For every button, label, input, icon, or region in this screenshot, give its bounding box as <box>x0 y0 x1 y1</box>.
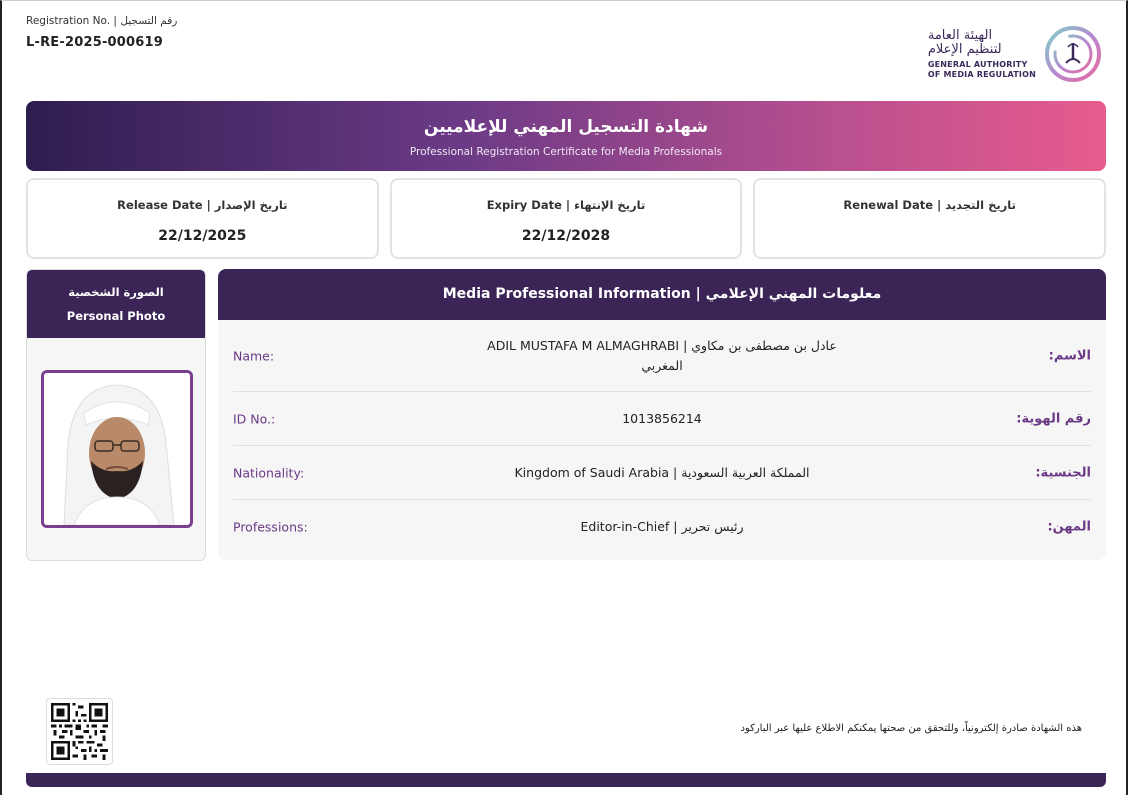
dates-row <box>26 178 1106 259</box>
professions-label-english: Professions: <box>233 519 308 535</box>
info-header: Media Professional Information | معلومات المهني الإعلامي <box>218 269 1106 320</box>
personal-photo-card <box>26 269 206 561</box>
logo-arabic-line2: لتنظيم الإعلام <box>927 41 1002 57</box>
release-date-label: Release Date | تاريخ الإصدار <box>117 198 288 212</box>
nationality-label-arabic: الجنسية: <box>1035 465 1091 480</box>
name-value <box>463 336 861 376</box>
professions-value: Editor-in-Chief | رئيس تحرير <box>580 519 744 534</box>
authority-logo <box>928 25 1102 83</box>
info-row-nationality <box>233 446 1091 500</box>
id-label-english: ID No.: <box>233 411 276 426</box>
certificate-banner <box>26 101 1106 171</box>
logo-english-line1: GENERAL AUTHORITY <box>927 59 1028 69</box>
photo-header <box>27 270 205 338</box>
photo-header-english: Personal Photo <box>66 309 166 323</box>
nationality-label-english: Nationality: <box>233 465 305 480</box>
banner-title-english: Professional Registration Certificate for Media Professionals <box>409 146 723 158</box>
qr-code-icon <box>51 703 108 760</box>
expiry-date-card <box>390 178 743 259</box>
banner-title-arabic: شهادة التسجيل المهني للإعلاميين <box>423 117 709 137</box>
personal-photo <box>41 370 193 528</box>
logo-english-line2: OF MEDIA REGULATION <box>927 69 1036 79</box>
photo-header-arabic: الصورة الشخصية <box>68 285 164 299</box>
verification-qr-code[interactable] <box>46 698 113 765</box>
info-row-id <box>233 392 1091 446</box>
name-value-line1: ADIL MUSTAFA M ALMAGHRABI | عادل بن مصطفى بن مكاوي <box>487 337 837 353</box>
info-row-name <box>233 320 1091 392</box>
logo-text <box>928 29 1036 80</box>
id-value: 1013856214 <box>622 410 702 426</box>
professions-label-arabic: المهن: <box>1047 519 1091 535</box>
logo-arabic-line1: الهيئة العامة <box>927 27 993 43</box>
emblem-icon <box>1044 25 1102 83</box>
release-date-card <box>26 178 379 259</box>
info-row-professions <box>233 500 1091 554</box>
nationality-value: Kingdom of Saudi Arabia | المملكة العربية السعودية <box>514 464 810 480</box>
expiry-date-label: Expiry Date | تاريخ الإنتهاء <box>486 198 646 212</box>
verification-note: هذه الشهادة صادرة إلكترونياً، وللتحقق من صحتها يمكنكم الاطلاع عليها عبر الباركود <box>740 723 1082 734</box>
registration-label: Registration No. | رقم التسجيل <box>26 15 178 27</box>
media-professional-info-card <box>218 269 1106 560</box>
name-label-english: Name: <box>233 348 275 363</box>
bottom-bar <box>26 773 1106 787</box>
registration-number: L-RE-2025-000619 <box>26 35 164 50</box>
renewal-date-card <box>753 178 1106 259</box>
id-label-arabic: رقم الهوية: <box>1016 411 1091 426</box>
person-portrait-icon <box>44 373 190 525</box>
expiry-date-value: 22/12/2028 <box>521 228 611 244</box>
renewal-date-label: Renewal Date | تاريخ التجديد <box>843 198 1016 212</box>
name-value-line2: المغربي <box>641 357 683 373</box>
release-date-value: 22/12/2025 <box>158 228 247 244</box>
name-label-arabic: الاسم: <box>1048 348 1091 363</box>
registration-block <box>26 15 177 50</box>
